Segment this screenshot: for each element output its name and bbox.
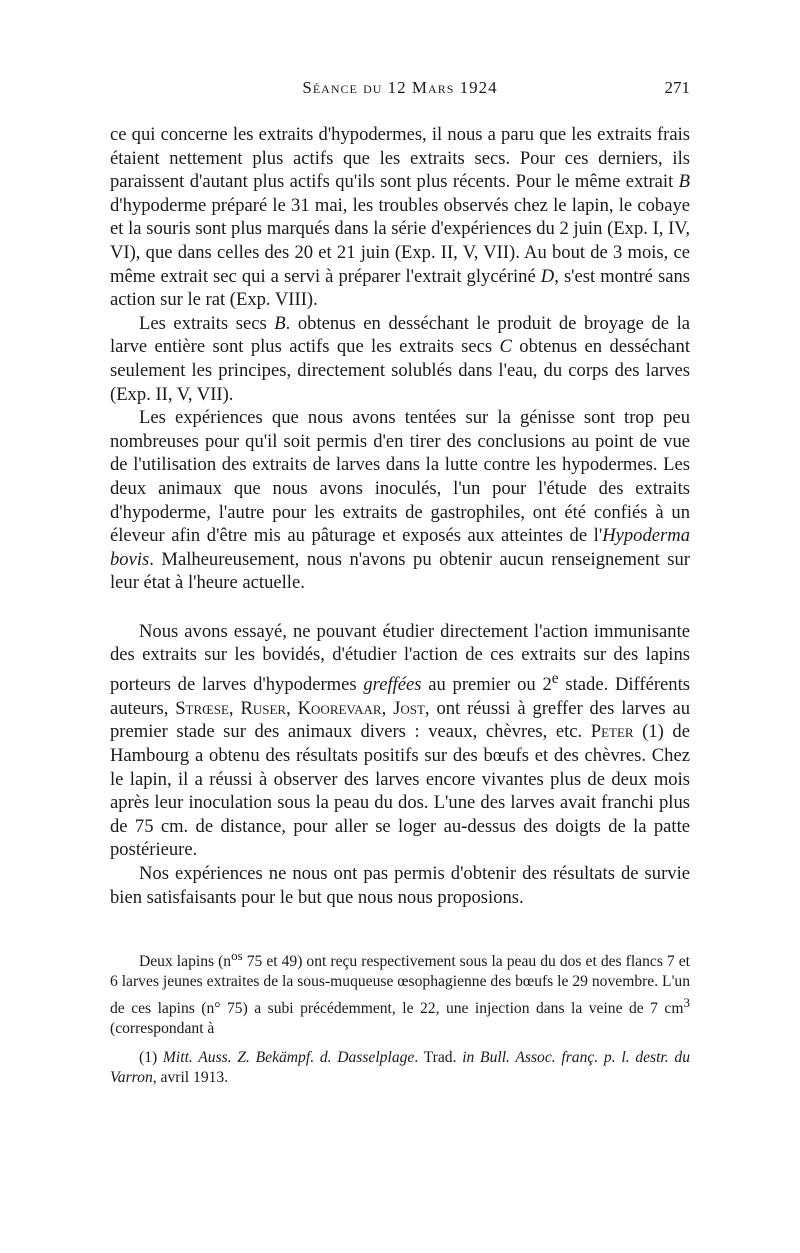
author-name: Koorevaar bbox=[297, 697, 382, 719]
page-number: 271 bbox=[664, 78, 690, 97]
paragraph-survie: Nos expériences ne nous ont pas permis d'obtenir des résultats de survie bien satisfaisants pour le but que nous nous proposions. bbox=[110, 863, 690, 908]
author-name: Peter bbox=[590, 721, 634, 743]
running-header bbox=[110, 78, 690, 102]
author-name: Jost bbox=[393, 697, 425, 719]
author-name: Ruser bbox=[240, 697, 287, 719]
paragraph-genisse: Les expériences que nous avons tentées sur la génisse sont trop peu nombreuses pour qu'il soit permis d'en tirer des conclusions au point de vue de l'utilisation des extraits de larves dans la lutte contre les hypodermes. Les deux animaux que nous avons inoculés, l'un pour l'étude des extraits d'hypoderme, l'autre pour les extraits de gastrophiles, ont été confiés à un éleveur afin d'être mis au pâturage et exposés aux atteintes de l'Hypoderma bovis. Malheureusement, nous n'avons pu obtenir aucun renseignement sur leur état à l'heure actuelle. bbox=[110, 407, 690, 594]
small-print-experiment: Deux lapins ($n^{os}$ 75 et 49) ont reçu respectivement sous la peau du dos et des flancs 7 et 6 larves jeunes extraites de la sous-muqueuse œsophagienne des bœufs le 29 novembre. L'un de ces lapins (n° 75) a subi précédemment, le 22, une injection dans la veine de 7 $cm^3$ (correspondant à bbox=[110, 948, 691, 1037]
main-text bbox=[110, 123, 690, 909]
author-name: Strœse bbox=[175, 697, 229, 719]
paragraph-extraits-secs: Les extraits secs B. obtenus en desséchant le produit de broyage de la larve entière sont plus actifs que les extraits secs C obtenus en desséchant seulement les principes, directement solublés dans l'eau, du corps des larves (Exp. II, V, VII). bbox=[110, 312, 690, 405]
footnote: (1) Mitt. Auss. Z. Bekämpf. d. Dasselplage. Trad. in Bull. Assoc. franç. p. l. destr. du Varron, avril 1913. bbox=[110, 1049, 690, 1087]
running-title: Séance du 12 Mars 1924 bbox=[302, 78, 498, 97]
paragraph-larves-greffees: Nous avons essayé, ne pouvant étudier directement l'action immunisante des extraits sur les bovidés, d'étudier l'action de ces extraits sur des lapins porteurs de larves d'hypodermes greffées au premier ou 2e stade. Différents auteurs, Strœse, Ruser, Koorevaar, Jost, ont réussi à greffer des larves au premier stade sur des animaux divers : veaux, chèvres, etc. Peter (1) de Hambourg a obtenu des résultats positifs sur des bœufs et des chèvres. Chez le lapin, il a réussi à observer des larves encore vivantes plus de deux mois après leur inoculation sous la peau du dos. L'une des larves avait franchi plus de 75 cm. de distance, pour aller se loger au-dessus des doigts de la patte postérieure. bbox=[110, 620, 691, 861]
paragraph-extraits-frais: ce qui concerne les extraits d'hypodermes, il nous a paru que les extraits frais étaient nettement plus actifs que les extraits secs. Pour ces derniers, ils paraissent d'autant plus actifs qu'ils sont plus récents. Pour le même extrait B d'hypoderme préparé le 31 mai, les troubles observés chez le lapin, le cobaye et la souris sont plus marqués dans la série d'expériences du 2 juin (Exp. I, IV, VI), que dans celles des 20 et 21 juin (Exp. II, V, VII). Au bout de 3 mois, ce même extrait sec qui a servi à préparer l'extrait glycériné D, s'est montré sans action sur le rat (Exp. VIII). bbox=[110, 124, 690, 311]
